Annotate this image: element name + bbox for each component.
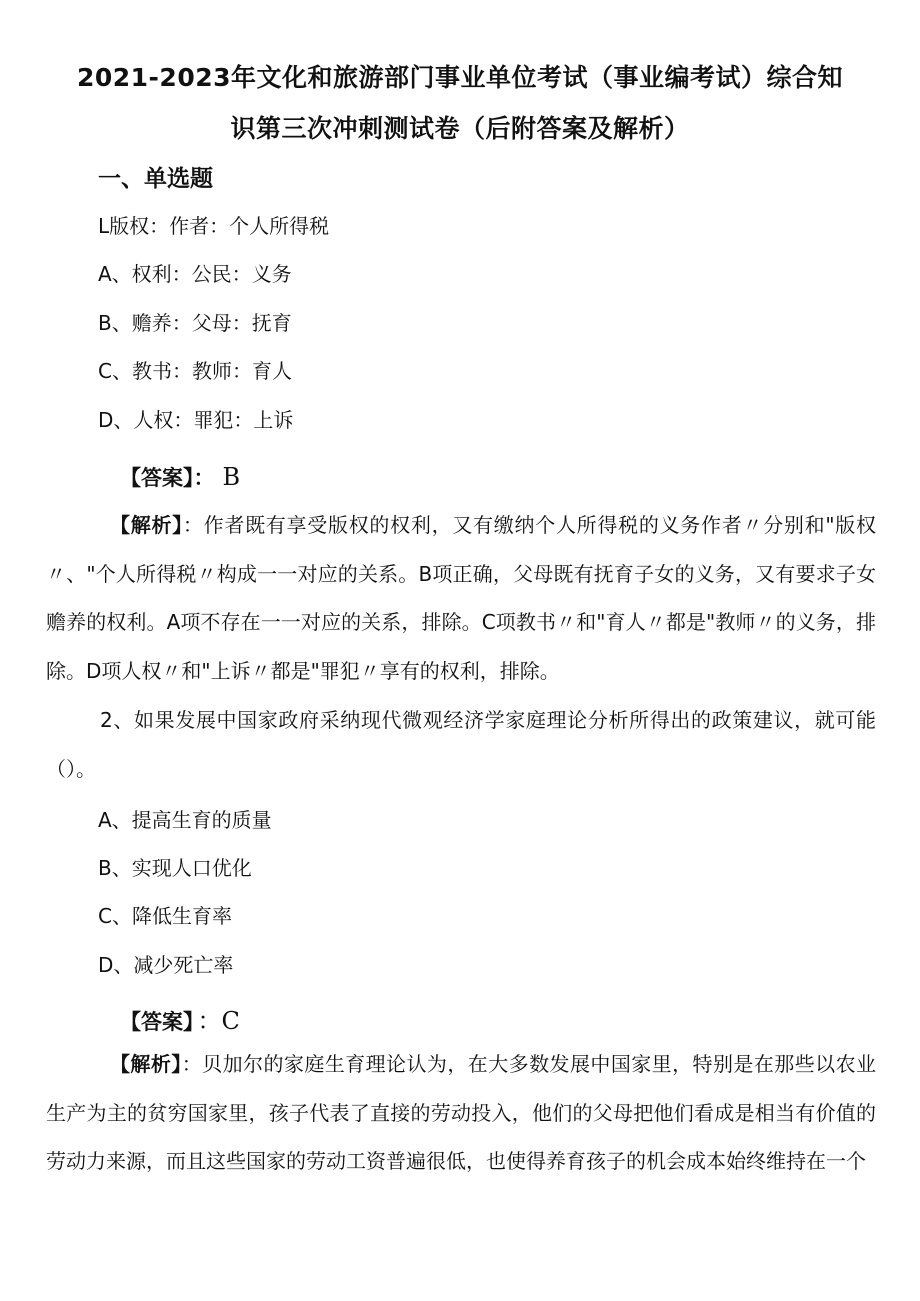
question-2-option-d: D、减少死亡率 [98,953,234,977]
analysis-text: ：作者既有享受版权的权利，又有缴纳个人所得税的义务作者〃分别和"版权〃、"个人所得税〃构成一一对应的关系。B项正确，父母既有抚育子女的义务，又有要求子女赡养的权利。A项不存在一一对应的关系，排除。C项教书〃和"育人〃都是"教师〃的义务，排除。D项人权〃和"上诉〃都是"罪犯〃享有的权利，排除。 [46,513,877,683]
question-2-option-a: A、提高生育的质量 [98,808,272,832]
question-1-analysis [46,501,876,695]
analysis-label: 【解析】 [110,513,183,537]
question-2-option-b: B、实现人口优化 [98,856,252,880]
question-1-option-d: D、人权：罪犯：上诉 [98,408,294,432]
question-1-option-c: C、教书：教师：育人 [98,359,292,383]
question-1-answer [120,462,240,492]
answer-label: 【答案】： [120,466,215,490]
question-2-answer [120,1001,240,1036]
document-title-line-2: 识第三次冲刺测试卷（后附答案及解析） [230,114,690,143]
analysis-text: ：贝加尔的家庭生育理论认为，在大多数发展中国家里，特别是在那些以农业生产为主的贫穷国家里，孩子代表了直接的劳动投入，他们的父母把他们看成是相当有价值的劳动力来源，而且这些国家的劳动工资普遍很低，也使得养育孩子的机会成本始终维持在一个 [46,1052,877,1173]
question-1-option-b: B、赡养：父母：抚育 [98,311,292,335]
question-1-option-a: A、权利：公民：义务 [98,262,292,286]
question-2-analysis [46,1040,876,1186]
analysis-label: 【解析】 [110,1052,182,1076]
question-2-option-c: C、降低生育率 [98,904,232,928]
answer-value: B [222,463,241,491]
document-title-line-1: 2021-2023年文化和旅游部门事业单位考试（事业编考试）综合知 [76,63,844,92]
question-1-stem: L版权：作者：个人所得税 [98,214,330,238]
section-heading: 一、单选题 [98,166,213,192]
answer-value: ：C [197,1007,240,1035]
answer-label: 【答案】 [120,1010,194,1034]
question-2-stem: 2、如果发展中国家政府采纳现代微观经济学家庭理论分析所得出的政策建议，就可能（）。 [46,708,876,781]
